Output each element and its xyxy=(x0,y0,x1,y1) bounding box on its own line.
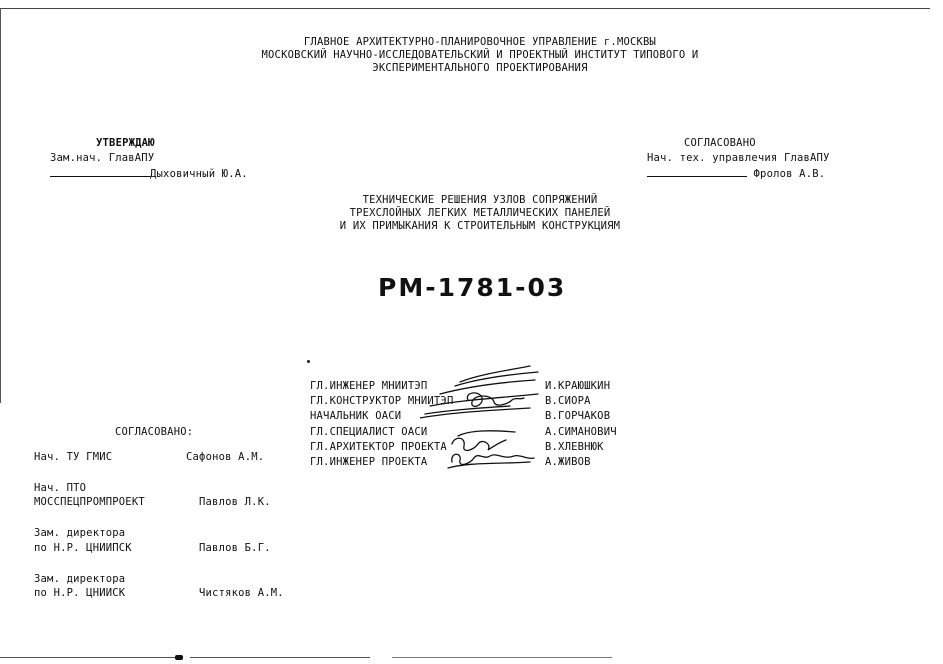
approve-left-signature-line xyxy=(50,166,248,181)
agreed-heading: СОГЛАСОВАНО: xyxy=(115,426,194,438)
title-line-1: ТЕХНИЧЕСКИЕ РЕШЕНИЯ УЗЛОВ СОПРЯЖЕНИЙ xyxy=(362,194,598,206)
stray-dot xyxy=(307,360,310,363)
agreed-name: Павлов Б.Г. xyxy=(199,542,271,554)
agreed-org-line-1: Зам. директора xyxy=(34,527,126,539)
approve-right-position: Нач. тех. управлечия ГлавАПУ xyxy=(647,152,830,164)
signatory-name: А.СИМАНОВИЧ xyxy=(545,426,617,438)
signatory-name: В.ГОРЧАКОВ xyxy=(545,410,611,422)
signatory-name: В.ХЛЕВНЮК xyxy=(545,441,604,453)
agreed-org-line-1: Нач. ТУ ГМИС xyxy=(34,451,113,463)
approve-left-heading: УТВЕРЖДАЮ xyxy=(96,137,155,149)
approve-right-heading: СОГЛАСОВАНО xyxy=(684,137,756,149)
agreed-name: Сафонов А.М. xyxy=(186,451,265,463)
signatory-name: В.СИОРА xyxy=(545,395,591,407)
document-code: РМ-1781-03 xyxy=(378,273,567,302)
agreed-org-line-2: по Н.Р. ЦНИИСК xyxy=(34,587,126,599)
header-line-2: МОСКОВСКИЙ НАУЧНО-ИССЛЕДОВАТЕЛЬСКИЙ И ПРОЕКТНЫЙ ИНСТИТУТ ТИПОВОГО И xyxy=(261,49,699,61)
agreed-org-line-1: Нач. ПТО xyxy=(34,482,87,494)
left-border-line xyxy=(0,8,1,403)
signatory-role: ГЛ.СПЕЦИАЛИСТ ОАСИ xyxy=(310,426,428,438)
signatory-role: НАЧАЛЬНИК ОАСИ xyxy=(310,410,402,422)
institution-header xyxy=(200,36,760,75)
bottom-border-line-1 xyxy=(0,657,175,658)
document-title xyxy=(280,194,680,233)
signatory-role: ГЛ.АРХИТЕКТОР ПРОЕКТА xyxy=(310,441,447,453)
signatory-role: ГЛ.ИНЖЕНЕР МНИИТЭП xyxy=(310,380,428,392)
agreed-org-line-2: МОССПЕЦПРОМПРОЕКТ xyxy=(34,496,145,508)
top-border-line xyxy=(0,8,930,9)
agreed-name: Павлов Л.К. xyxy=(199,496,271,508)
approve-right-signature-line xyxy=(647,166,825,181)
handwritten-signatures xyxy=(420,364,540,474)
signature-blank xyxy=(50,166,150,177)
signatory-name: И.КРАЮШКИН xyxy=(545,380,611,392)
bottom-border-line-2 xyxy=(190,657,370,658)
approve-right-name: Фролов А.В. xyxy=(753,168,826,180)
title-line-3: И ИХ ПРИМЫКАНИЯ К СТРОИТЕЛЬНЫМ КОНСТРУКЦИЯМ xyxy=(339,220,621,232)
approve-left-name: Дыховичный Ю.А. xyxy=(150,168,248,180)
signatory-role: ГЛ.ИНЖЕНЕР ПРОЕКТА xyxy=(310,456,428,468)
title-line-2: ТРЕХСЛОЙНЫХ ЛЕГКИХ МЕТАЛЛИЧЕСКИХ ПАНЕЛЕЙ xyxy=(349,207,611,219)
bottom-mark-dot xyxy=(175,655,183,660)
approve-left-position: Зам.нач. ГлавАПУ xyxy=(50,152,155,164)
signatory-name: А.ЖИВОВ xyxy=(545,456,591,468)
agreed-org-line-2: по Н.Р. ЦНИИПСК xyxy=(34,542,132,554)
header-line-3: ЭКСПЕРИМЕНТАЛЬНОГО ПРОЕКТИРОВАНИЯ xyxy=(372,62,588,74)
bottom-border-line-3 xyxy=(392,657,612,658)
signature-blank xyxy=(647,166,747,177)
signatory-role: ГЛ.КОНСТРУКТОР МНИИТЭП xyxy=(310,395,454,407)
agreed-name: Чистяков А.М. xyxy=(199,587,284,599)
agreed-org-line-1: Зам. директора xyxy=(34,573,126,585)
header-line-1: ГЛАВНОЕ АРХИТЕКТУРНО-ПЛАНИРОВОЧНОЕ УПРАВЛЕНИЕ г.МОСКВЫ xyxy=(303,36,657,48)
